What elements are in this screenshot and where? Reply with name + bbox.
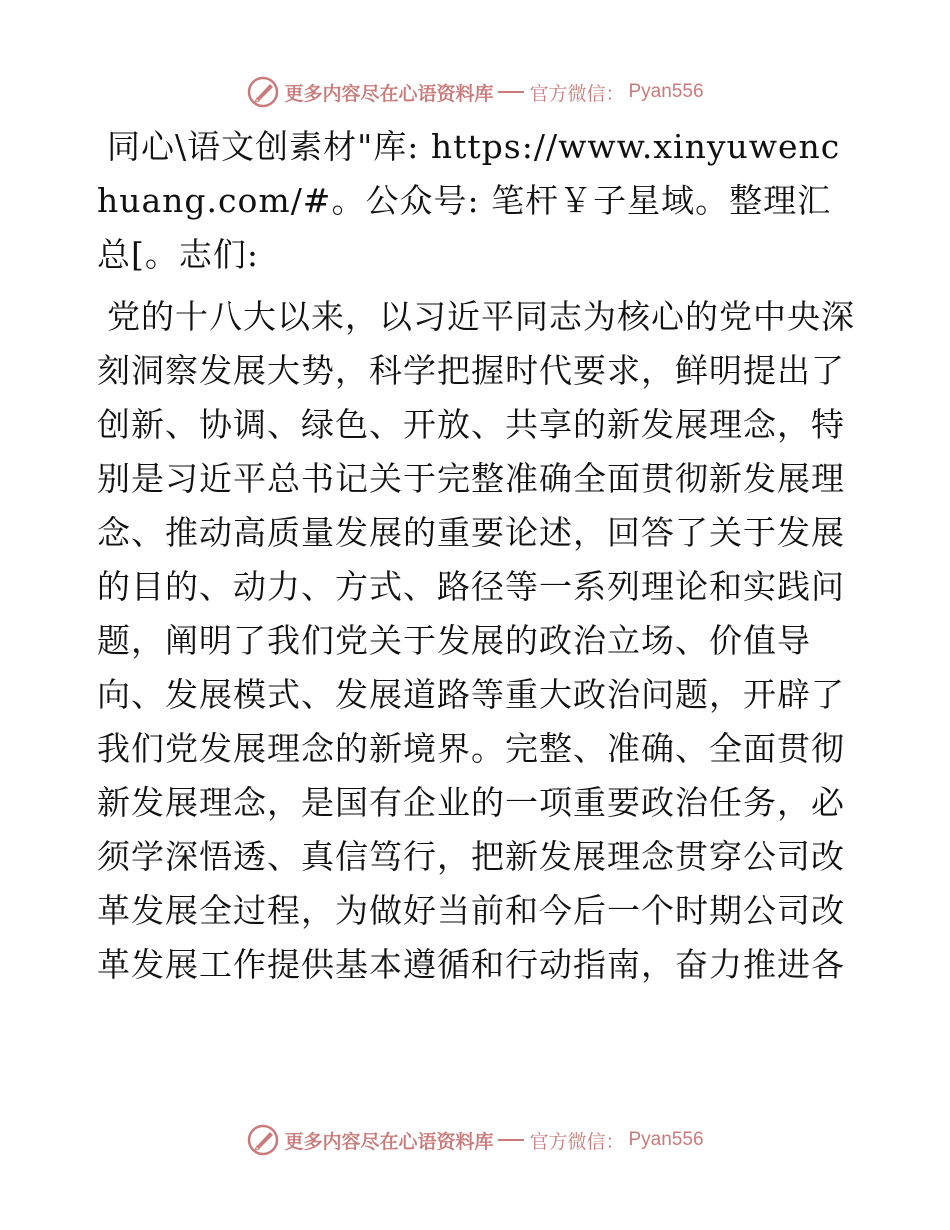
watermark-main-text: 更多内容尽在心语资料库 — [284, 1130, 494, 1153]
watermark-sub-text: 官方微信： — [529, 82, 625, 105]
quill-pen-logo-icon — [246, 75, 280, 109]
header-watermark — [0, 72, 950, 112]
watermark-wechat-id: Pyan556 — [628, 1129, 704, 1150]
intro-paragraph: 同心\语文创素材"库: https://www.xinyuwenchuang.com/#。公众号: 笔杆￥子星域。整理汇总[。志们: — [97, 127, 841, 274]
quill-pen-logo-icon — [246, 1123, 280, 1157]
watermark-wechat-id: Pyan556 — [628, 81, 704, 102]
watermark-dash — [498, 91, 524, 93]
main-paragraph: 党的十八大以来，以习近平同志为核心的党中央深刻洞察发展大势，科学把握时代要求，鲜明提出了创新、协调、绿色、开放、共享的新发展理念，特别是习近平总书记关于完整准确全面贯彻新发展理念、推动高质量发展的重要论述，回答了关于发展的目的、动力、方式、路径等一系列理论和实践问题，阐明了我们党关于发展的政治立场、价值导向、发展模式、发展道路等重大政治问题，开辟了我们党发展理念的新境界。完整、准确、全面贯彻新发展理念，是国有企业的一项重要政治任务，必须学深悟透、真信笃行，把新发展理念贯穿公司改革发展全过程，为做好当前和今后一个时期公司改革发展工作提供基本遵循和行动指南，奋力推进各 — [97, 297, 855, 984]
watermark-sub-text: 官方微信： — [529, 1130, 625, 1153]
document-body — [97, 120, 857, 992]
watermark-main-text: 更多内容尽在心语资料库 — [284, 82, 494, 105]
watermark-dash — [498, 1139, 524, 1141]
footer-watermark — [0, 1120, 950, 1160]
